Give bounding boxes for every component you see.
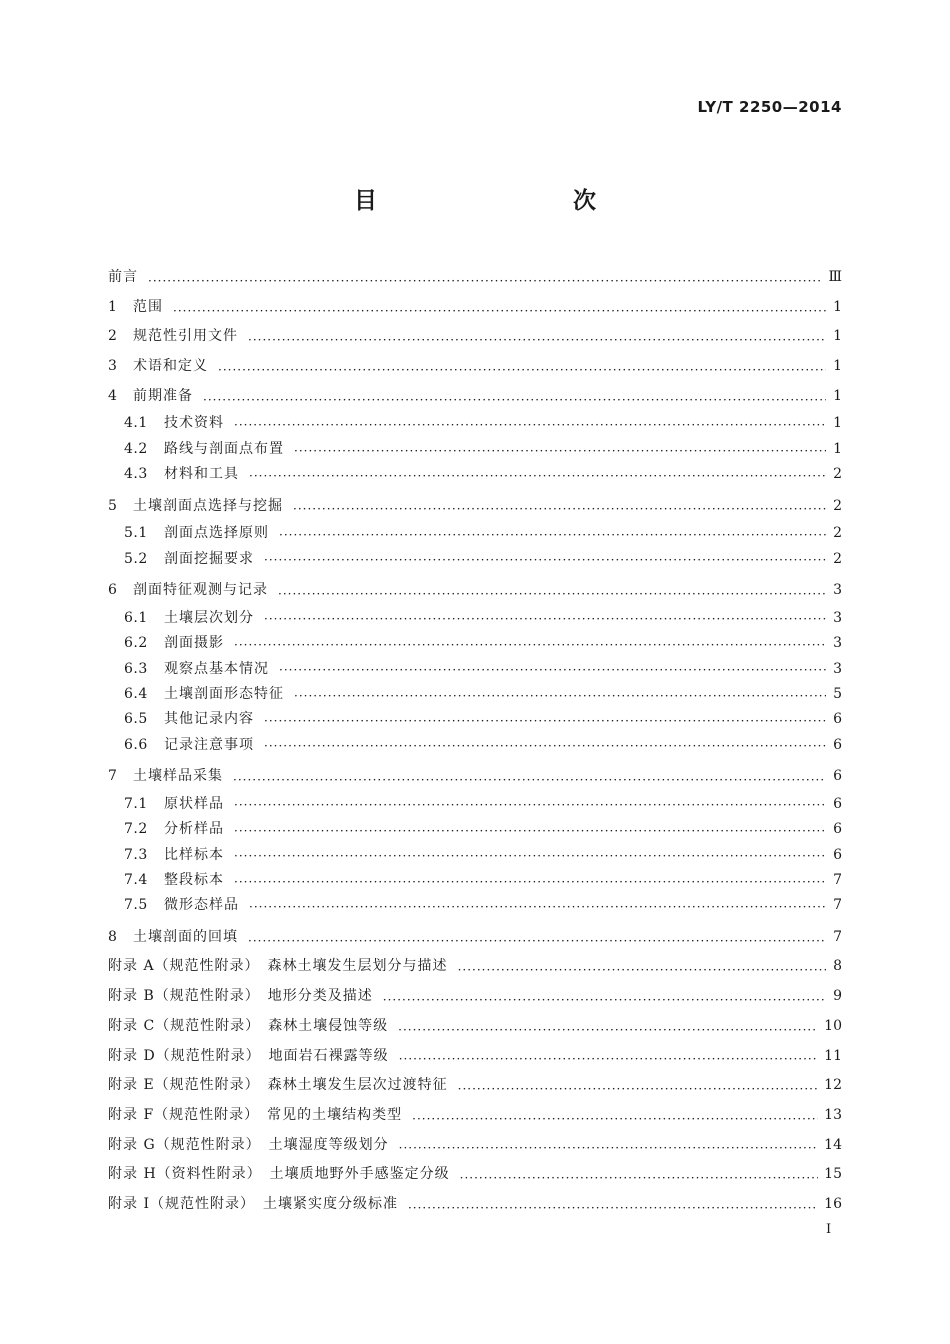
dot-leader [278, 584, 826, 598]
dot-leader [458, 960, 826, 974]
toc-title: 目 次 [354, 188, 646, 214]
dot-leader [173, 301, 826, 315]
toc-entry[interactable] [108, 492, 842, 522]
dot-leader [234, 797, 826, 811]
toc-entry[interactable] [108, 263, 842, 293]
toc-entry-label: 比样标本 [164, 846, 224, 863]
dot-leader [148, 271, 822, 285]
toc-entry-number: 5 [108, 497, 118, 514]
toc-entry[interactable] [108, 1131, 842, 1161]
toc-entry[interactable] [108, 1160, 842, 1190]
toc-entry-page: 3 [833, 635, 842, 652]
toc-entry-label: 记录注意事项 [164, 736, 254, 753]
toc-entry[interactable] [108, 843, 842, 868]
toc-entry-page: 1 [833, 328, 842, 345]
page-number: I [826, 1222, 832, 1237]
toc-entry-page: 15 [824, 1166, 842, 1183]
toc-entry-page: 5 [833, 685, 842, 702]
toc-entry-label: 观察点基本情况 [164, 660, 269, 677]
toc-entry-label: 剖面挖掘要求 [164, 550, 254, 567]
toc-entry-page: 7 [833, 871, 842, 888]
toc-entry[interactable] [108, 352, 842, 382]
toc-entry-number: 4 [108, 387, 118, 404]
toc-entry-page: 10 [824, 1017, 842, 1034]
toc-entry[interactable] [108, 293, 842, 323]
toc-entry-label: 附录 A（规范性附录） 森林土壤发生层划分与描述 [108, 958, 448, 975]
toc-entry-number: 7.5 [124, 897, 148, 914]
toc-entry[interactable] [108, 322, 842, 352]
toc-entry-label: 前期准备 [133, 387, 193, 404]
toc-entry-number: 1 [108, 298, 118, 315]
dot-leader [203, 390, 826, 404]
dot-leader [218, 360, 826, 374]
toc-entry-page: 2 [833, 466, 842, 483]
toc-entry[interactable] [108, 657, 842, 682]
toc-entry-page: 6 [833, 795, 842, 812]
toc-entry[interactable] [108, 893, 842, 918]
dot-leader [294, 443, 826, 457]
table-of-contents [108, 263, 842, 1220]
dot-leader [264, 552, 826, 566]
toc-entry-page: 11 [824, 1047, 842, 1064]
toc-entry-label: 土壤剖面形态特征 [164, 685, 284, 702]
toc-entry-number: 4.3 [124, 466, 148, 483]
toc-entry[interactable] [108, 437, 842, 462]
toc-entry-number: 6.3 [124, 660, 148, 677]
toc-entry-label: 材料和工具 [164, 466, 239, 483]
dot-leader [460, 1168, 819, 1182]
toc-entry-number: 8 [108, 928, 118, 945]
toc-entry-label: 附录 B（规范性附录） 地形分类及描述 [108, 988, 373, 1005]
toc-entry-page: 6 [833, 736, 842, 753]
dot-leader [234, 417, 826, 431]
toc-entry-page: 3 [833, 582, 842, 599]
dot-leader [248, 330, 826, 344]
toc-entry-label: 剖面特征观测与记录 [133, 582, 268, 599]
toc-entry-page: 6 [833, 768, 842, 785]
toc-entry-label: 土壤样品采集 [133, 768, 223, 785]
toc-entry-label: 附录 G（规范性附录） 土壤湿度等级划分 [108, 1136, 389, 1153]
toc-entry[interactable] [108, 631, 842, 656]
dot-leader [383, 990, 826, 1004]
toc-entry-number: 3 [108, 358, 118, 375]
toc-entry-label: 附录 E（规范性附录） 森林土壤发生层次过渡特征 [108, 1077, 448, 1094]
toc-entry-label: 规范性引用文件 [133, 328, 238, 345]
toc-entry-page: 8 [833, 958, 842, 975]
toc-entry-number: 6.4 [124, 685, 148, 702]
toc-entry-label: 其他记录内容 [164, 711, 254, 728]
toc-entry-page: Ⅲ [828, 269, 842, 285]
toc-entry[interactable] [108, 1190, 842, 1220]
toc-entry-page: 3 [833, 609, 842, 626]
toc-entry-page: 12 [824, 1077, 842, 1094]
toc-entry[interactable] [108, 382, 842, 412]
toc-entry-label: 技术资料 [164, 415, 224, 432]
toc-entry-page: 6 [833, 711, 842, 728]
toc-entry[interactable] [108, 733, 842, 758]
toc-entry-label: 整段标本 [164, 871, 224, 888]
toc-entry-label: 剖面点选择原则 [164, 525, 269, 542]
toc-entry-page: 2 [833, 525, 842, 542]
toc-entry-label: 土壤剖面的回填 [133, 928, 238, 945]
toc-entry[interactable] [108, 521, 842, 546]
toc-entry-number: 4.1 [124, 415, 148, 432]
toc-entry-number: 6.2 [124, 635, 148, 652]
toc-entry-label: 剖面摄影 [164, 635, 224, 652]
toc-entry-number: 6.5 [124, 711, 148, 728]
toc-entry-page: 3 [833, 660, 842, 677]
dot-leader [249, 468, 826, 482]
dot-leader [234, 637, 826, 651]
toc-entry-page: 14 [824, 1136, 842, 1153]
toc-entry-label: 微形态样品 [164, 897, 239, 914]
toc-entry[interactable] [108, 792, 842, 817]
dot-leader [279, 662, 826, 676]
toc-entry-label: 附录 H（资料性附录） 土壤质地野外手感鉴定分级 [108, 1166, 450, 1183]
toc-entry-page: 13 [824, 1106, 842, 1123]
toc-entry-number: 5.1 [124, 525, 148, 542]
standard-code: LY/T 2250—2014 [697, 98, 842, 116]
toc-entry[interactable] [108, 547, 842, 572]
toc-entry-number: 7.4 [124, 871, 148, 888]
toc-entry[interactable] [108, 682, 842, 707]
toc-entry-label: 附录 I（规范性附录） 土壤紧实度分级标准 [108, 1195, 398, 1212]
toc-entry-number: 2 [108, 328, 118, 345]
toc-entry[interactable] [108, 868, 842, 893]
toc-entry[interactable] [108, 762, 842, 792]
dot-leader [408, 1198, 818, 1212]
dot-leader [234, 823, 826, 837]
toc-entry[interactable] [108, 1042, 842, 1072]
toc-entry-label: 路线与剖面点布置 [164, 440, 284, 457]
toc-entry[interactable] [108, 462, 842, 487]
toc-entry-number: 6.1 [124, 609, 148, 626]
toc-entry-number: 7.3 [124, 846, 148, 863]
dot-leader [293, 499, 826, 513]
dot-leader [399, 1138, 819, 1152]
toc-entry-label: 范围 [133, 298, 163, 315]
toc-entry-page: 16 [824, 1195, 842, 1212]
toc-entry-number: 6.6 [124, 736, 148, 753]
toc-entry[interactable] [108, 1012, 842, 1042]
toc-entry-number: 5.2 [124, 550, 148, 567]
toc-entry-page: 7 [833, 897, 842, 914]
toc-entry-label: 原状样品 [164, 795, 224, 812]
dot-leader [234, 874, 826, 888]
toc-entry-page: 1 [833, 415, 842, 432]
dot-leader [294, 688, 826, 702]
toc-entry-page: 1 [833, 358, 842, 375]
toc-entry-page: 7 [833, 928, 842, 945]
toc-entry-number: 7.1 [124, 795, 148, 812]
toc-entry[interactable] [108, 1071, 842, 1101]
toc-entry-label: 附录 C（规范性附录） 森林土壤侵蚀等级 [108, 1017, 389, 1034]
dot-leader [249, 899, 826, 913]
toc-entry-page: 9 [833, 988, 842, 1005]
dot-leader [234, 848, 826, 862]
toc-entry-page: 6 [833, 846, 842, 863]
toc-entry-page: 1 [833, 440, 842, 457]
dot-leader [264, 611, 826, 625]
toc-entry[interactable] [108, 576, 842, 606]
toc-entry-number: 4.2 [124, 440, 148, 457]
dot-leader [248, 931, 826, 945]
toc-entry-label: 附录 D（规范性附录） 地面岩石裸露等级 [108, 1047, 389, 1064]
toc-entry[interactable] [108, 411, 842, 436]
toc-entry-page: 1 [833, 298, 842, 315]
toc-entry-number: 7 [108, 768, 118, 785]
toc-entry-label: 土壤层次划分 [164, 609, 254, 626]
toc-entry-page: 2 [833, 550, 842, 567]
dot-leader [412, 1109, 818, 1123]
toc-entry[interactable] [108, 923, 842, 953]
toc-entry-page: 6 [833, 821, 842, 838]
dot-leader [264, 713, 826, 727]
toc-entry-page: 2 [833, 497, 842, 514]
dot-leader [279, 527, 826, 541]
toc-entry[interactable] [108, 707, 842, 732]
toc-entry-page: 1 [833, 387, 842, 404]
toc-entry-label: 分析样品 [164, 821, 224, 838]
dot-leader [458, 1079, 819, 1093]
dot-leader [398, 1020, 818, 1034]
toc-entry-number: 7.2 [124, 821, 148, 838]
dot-leader [399, 1049, 818, 1063]
toc-entry-label: 土壤剖面点选择与挖掘 [133, 497, 283, 514]
toc-entry-number: 6 [108, 582, 118, 599]
toc-entry[interactable] [108, 817, 842, 842]
toc-entry-label: 附录 F（规范性附录） 常见的土壤结构类型 [108, 1106, 403, 1123]
dot-leader [233, 770, 826, 784]
dot-leader [264, 738, 826, 752]
toc-entry-label: 术语和定义 [133, 358, 208, 375]
toc-entry-label: 前言 [108, 269, 138, 285]
toc-entry[interactable] [108, 982, 842, 1012]
toc-entry[interactable] [108, 952, 842, 982]
toc-entry[interactable] [108, 606, 842, 631]
toc-entry[interactable] [108, 1101, 842, 1131]
